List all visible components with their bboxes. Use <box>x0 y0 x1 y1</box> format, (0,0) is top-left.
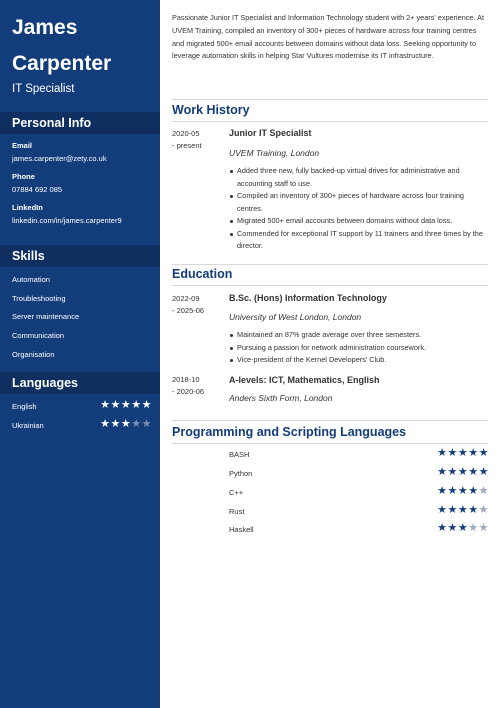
last-name: Carpenter <box>12 52 112 75</box>
star-empty-icon: ★ <box>141 418 152 430</box>
star-filled-icon: ★ <box>437 522 448 534</box>
job-entry-employer: UVEM Training, London <box>229 148 320 158</box>
job-entry-title: Junior IT Specialist <box>229 128 312 138</box>
star-filled-icon: ★ <box>437 447 448 459</box>
star-filled-icon: ★ <box>447 447 458 459</box>
star-filled-icon: ★ <box>100 399 111 411</box>
star-filled-icon: ★ <box>141 399 152 411</box>
phone-value[interactable]: 07884 692 085 <box>12 185 63 194</box>
star-empty-icon: ★ <box>478 522 489 534</box>
education-entry-title: A-levels: ICT, Mathematics, English <box>229 375 380 385</box>
date-end: - present <box>172 141 202 150</box>
star-filled-icon: ★ <box>120 418 132 430</box>
star-filled-icon: ★ <box>457 522 469 534</box>
sidebar <box>0 0 160 708</box>
programming-rating <box>437 486 489 497</box>
education-entry-school: Anders Sixth Form, London <box>229 393 333 403</box>
education-date <box>172 293 204 317</box>
star-filled-icon: ★ <box>447 466 458 478</box>
programming-row <box>229 506 489 518</box>
education-heading: Education <box>172 267 233 281</box>
work-history-heading: Work History <box>172 103 250 117</box>
star-filled-icon: ★ <box>447 485 458 497</box>
programming-row <box>229 524 489 536</box>
star-empty-icon: ★ <box>468 522 479 534</box>
star-filled-icon: ★ <box>468 504 479 516</box>
skill-item: Organisation <box>12 350 55 359</box>
bullet-item: Vice-president of the Kernel Developers' Club. <box>229 354 491 367</box>
star-filled-icon: ★ <box>100 418 111 430</box>
divider <box>172 285 488 286</box>
date-end: - 2020-06 <box>172 387 205 396</box>
star-filled-icon: ★ <box>478 447 489 459</box>
divider <box>172 121 488 122</box>
star-filled-icon: ★ <box>437 466 448 478</box>
programming-name: C++ <box>229 488 244 497</box>
star-empty-icon: ★ <box>478 485 489 497</box>
star-filled-icon: ★ <box>131 399 142 411</box>
star-filled-icon: ★ <box>468 485 479 497</box>
star-empty-icon: ★ <box>131 418 142 430</box>
programming-heading: Programming and Scripting Languages <box>172 425 407 439</box>
bullet-item: Compiled an inventory of 300+ pieces of hardware across four training centres. <box>229 190 491 215</box>
programming-rating <box>437 505 489 516</box>
star-filled-icon: ★ <box>447 504 458 516</box>
divider <box>172 264 488 265</box>
education-entry-title: B.Sc. (Hons) Information Technology <box>229 293 387 303</box>
skill-item: Communication <box>12 331 65 340</box>
email-label: Email <box>12 141 33 150</box>
star-empty-icon: ★ <box>478 504 489 516</box>
language-row <box>12 401 152 413</box>
job-bullets <box>229 165 491 253</box>
divider <box>172 443 488 444</box>
star-filled-icon: ★ <box>437 485 448 497</box>
linkedin-label: LinkedIn <box>12 203 43 212</box>
programming-name: BASH <box>229 450 250 459</box>
star-filled-icon: ★ <box>468 466 479 478</box>
language-name: English <box>12 402 37 411</box>
education-bullets <box>229 329 491 367</box>
star-filled-icon: ★ <box>110 418 121 430</box>
language-rating <box>100 419 152 430</box>
star-filled-icon: ★ <box>478 466 489 478</box>
divider <box>172 420 488 421</box>
star-filled-icon: ★ <box>437 504 448 516</box>
languages-heading: Languages <box>0 372 160 394</box>
star-filled-icon: ★ <box>457 504 469 516</box>
education-entry-school: University of West London, London <box>229 312 362 322</box>
profile-summary: Passionate Junior IT Specialist and Information Technology student with 2+ years' experience. At UVEM Training, compiled an inventory of 300+ pieces of hardware across four training centres and migrated 500+ email accounts between domains without data loss. Seeking opportunity to leverage automation skills in helping Star Vultures modernise its IT infrastructure. <box>172 13 485 61</box>
star-filled-icon: ★ <box>447 522 458 534</box>
programming-rating <box>437 523 489 534</box>
work-date <box>172 128 202 152</box>
programming-row <box>229 449 489 461</box>
bullet-item: Pursuing a passion for network administration coursework. <box>229 342 491 355</box>
programming-name: Haskell <box>229 525 254 534</box>
skills-heading: Skills <box>0 245 160 267</box>
star-filled-icon: ★ <box>120 399 132 411</box>
skill-item: Automation <box>12 275 50 284</box>
job-title: IT Specialist <box>12 83 75 95</box>
bullet-item: Commended for exceptional IT support by 11 trainers and three times by the director. <box>229 228 491 253</box>
star-filled-icon: ★ <box>457 466 469 478</box>
programming-row <box>229 487 489 499</box>
date-start: 2020-05 <box>172 129 200 138</box>
skill-item: Server maintenance <box>12 312 80 321</box>
star-filled-icon: ★ <box>468 447 479 459</box>
phone-label: Phone <box>12 172 35 181</box>
star-filled-icon: ★ <box>457 447 469 459</box>
star-filled-icon: ★ <box>110 399 121 411</box>
bullet-item: Added three new, fully backed-up virtual drives for administrative and accounting staff to use. <box>229 165 491 190</box>
star-filled-icon: ★ <box>457 485 469 497</box>
programming-name: Python <box>229 469 253 478</box>
date-start: 2018-10 <box>172 375 200 384</box>
programming-rating <box>437 467 489 478</box>
language-rating <box>100 400 152 411</box>
skill-item: Troubleshooting <box>12 294 66 303</box>
date-end: - 2025-06 <box>172 306 205 315</box>
language-name: Ukrainian <box>12 421 44 430</box>
programming-rating <box>437 448 489 459</box>
programming-row <box>229 468 489 480</box>
education-date <box>172 374 204 398</box>
divider <box>172 99 488 100</box>
personal-info-heading: Personal Info <box>0 112 160 134</box>
programming-name: Rust <box>229 507 245 516</box>
linkedin-value[interactable]: linkedin.com/in/james.carpenter9 <box>12 216 122 225</box>
bullet-item: Maintained an 87% grade average over three semesters. <box>229 329 491 342</box>
language-row <box>12 420 152 432</box>
date-start: 2022-09 <box>172 294 200 303</box>
first-name: James <box>12 16 78 39</box>
bullet-item: Migrated 500+ email accounts between domains without data loss. <box>229 215 491 228</box>
email-value[interactable]: james.carpenter@zety.co.uk <box>12 154 107 163</box>
